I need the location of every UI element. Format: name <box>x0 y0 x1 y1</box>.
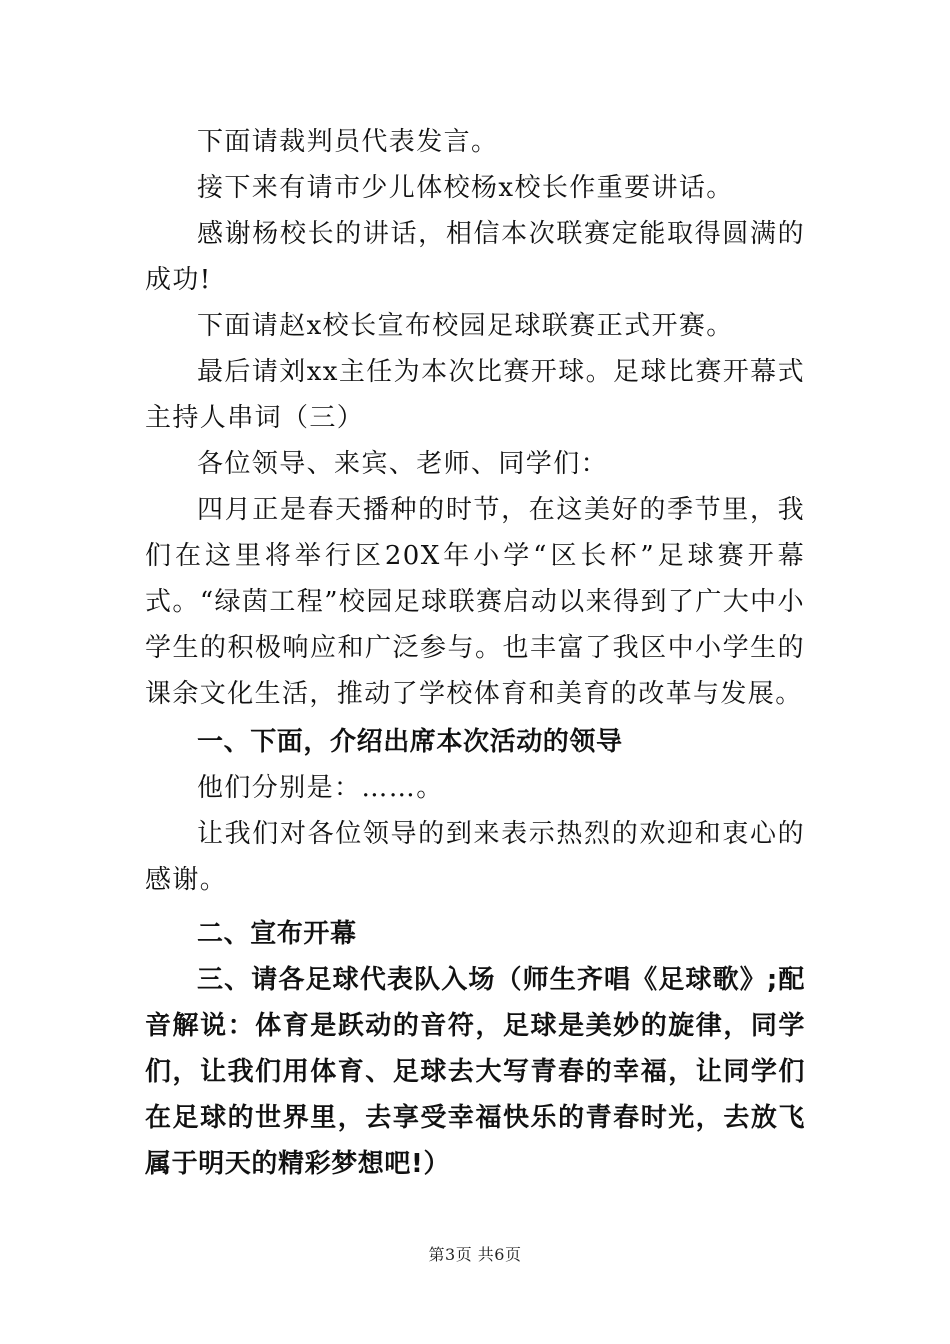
document-body <box>145 119 805 1187</box>
paragraph: 四月正是春天播种的时节，在这美好的季节里，我们在这里将举行区20X年小学“区长杯”足球赛开幕式。“绿茵工程”校园足球联赛启动以来得到了广大中小学生的积极响应和广泛参与。也丰富了我区中小学生的课余文化生活，推动了学校体育和美育的改革与发展。 <box>145 495 805 709</box>
spacer <box>145 903 805 911</box>
section-heading: 二、宣布开幕 <box>197 919 357 949</box>
page-number-footer: 第3页 共6页 <box>428 1245 522 1264</box>
paragraph: 他们分别是：……。 <box>197 773 444 803</box>
salutation: 各位领导、来宾、老师、同学们： <box>197 449 609 479</box>
paragraph: 最后请刘xx主任为本次比赛开球。足球比赛开幕式主持人串词（三） <box>145 357 805 433</box>
section-heading: 三、请各足球代表队入场（师生齐唱《足球歌》;配音解说：体育是跃动的音符，足球是美妙的旋律，同学们，让我们用体育、足球去大写青春的幸福，让同学们在足球的世界里，去享受幸福快乐的青春时光，去放飞属于明天的精彩梦想吧!） <box>145 965 805 1179</box>
paragraph: 下面请裁判员代表发言。 <box>197 127 499 157</box>
paragraph: 下面请赵x校长宣布校园足球联赛正式开赛。 <box>197 311 734 341</box>
paragraph: 接下来有请市少儿体校杨x校长作重要讲话。 <box>197 173 734 203</box>
paragraph: 让我们对各位领导的到来表示热烈的欢迎和衷心的感谢。 <box>145 819 805 895</box>
paragraph: 感谢杨校长的讲话，相信本次联赛定能取得圆满的成功! <box>145 219 805 295</box>
section-heading: 一、下面，介绍出席本次活动的领导 <box>197 727 623 757</box>
